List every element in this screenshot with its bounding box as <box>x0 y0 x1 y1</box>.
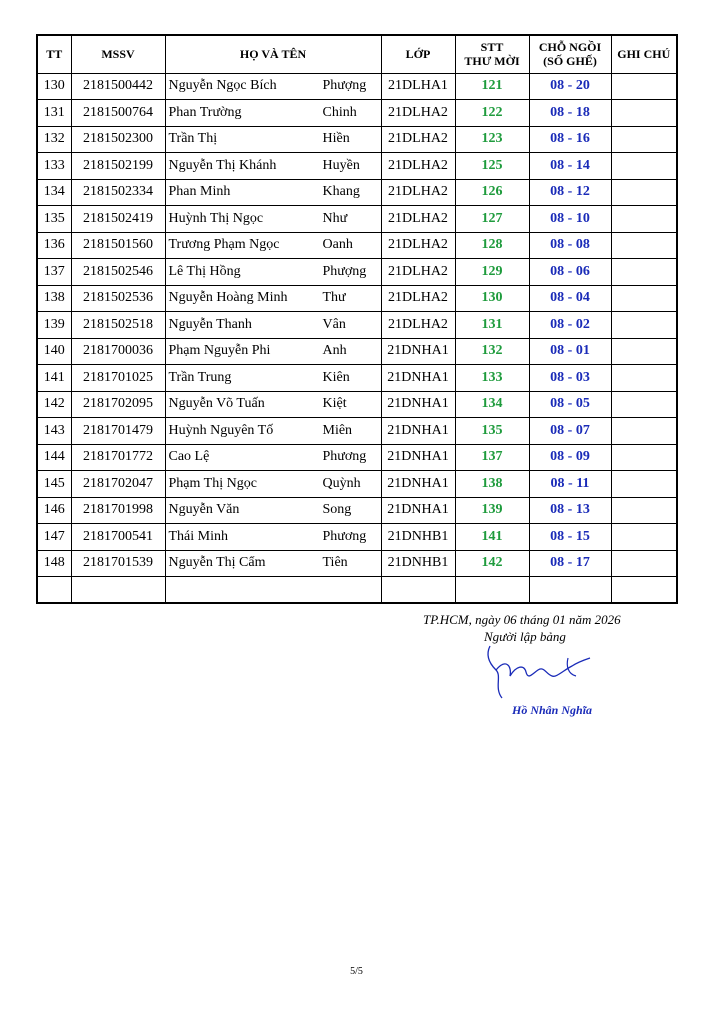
cell-note <box>611 550 677 577</box>
cell-surname: Phan Minh <box>168 184 231 200</box>
cell-seat: 08 - 16 <box>529 126 611 153</box>
cell-mssv: 2181501560 <box>71 232 165 259</box>
cell-surname: Phạm Thị Ngọc <box>168 475 257 491</box>
cell-mssv: 2181500764 <box>71 100 165 127</box>
cell-invite-number: 121 <box>455 73 529 100</box>
cell-invite-number: 139 <box>455 497 529 524</box>
cell-given-name: Phượng <box>322 78 367 94</box>
cell-invite-number: 130 <box>455 285 529 312</box>
cell-mssv: 2181701539 <box>71 550 165 577</box>
cell-mssv: 2181502334 <box>71 179 165 206</box>
cell-class: 21DLHA2 <box>381 259 455 286</box>
cell-invite-number: 122 <box>455 100 529 127</box>
cell-note <box>611 153 677 180</box>
cell-given-name: Hiền <box>322 131 350 147</box>
cell-note <box>611 471 677 498</box>
cell-seat: 08 - 17 <box>529 550 611 577</box>
cell-given-name: Kiệt <box>322 396 347 412</box>
cell-seat: 08 - 18 <box>529 100 611 127</box>
cell-invite-number: 128 <box>455 232 529 259</box>
cell-note <box>611 444 677 471</box>
cell-tt: 142 <box>37 391 71 418</box>
cell-invite-number: 125 <box>455 153 529 180</box>
footer-role: Người lập bảng <box>484 629 566 644</box>
table-row <box>37 444 677 471</box>
cell-name <box>165 338 381 365</box>
cell-class: 21DNHA1 <box>381 338 455 365</box>
cell-name <box>165 73 381 100</box>
table-row <box>37 365 677 392</box>
signer-name: Hồ Nhân Nghĩa <box>512 703 593 717</box>
cell-invite-number: 129 <box>455 259 529 286</box>
cell-given-name: Kiên <box>322 369 350 385</box>
cell-tt: 139 <box>37 312 71 339</box>
cell-name <box>165 418 381 445</box>
cell-note <box>611 577 677 604</box>
cell-given-name: Phương <box>322 449 367 465</box>
cell-invite-number: 141 <box>455 524 529 551</box>
cell-class: 21DLHA2 <box>381 153 455 180</box>
cell-surname: Phan Trường <box>168 104 242 120</box>
cell-tt: 130 <box>37 73 71 100</box>
header-name: HỌ VÀ TÊN <box>165 35 381 73</box>
cell-given-name: Quỳnh <box>322 475 361 491</box>
cell-mssv <box>71 577 165 604</box>
table-row <box>37 126 677 153</box>
table-row <box>37 338 677 365</box>
cell-note <box>611 206 677 233</box>
table-row <box>37 259 677 286</box>
cell-seat: 08 - 07 <box>529 418 611 445</box>
table-row <box>37 73 677 100</box>
cell-note <box>611 338 677 365</box>
cell-class: 21DLHA2 <box>381 179 455 206</box>
cell-mssv: 2181700036 <box>71 338 165 365</box>
cell-seat: 08 - 05 <box>529 391 611 418</box>
cell-tt: 141 <box>37 365 71 392</box>
cell-seat: 08 - 15 <box>529 524 611 551</box>
cell-surname: Nguyễn Võ Tuấn <box>168 396 265 412</box>
cell-seat: 08 - 08 <box>529 232 611 259</box>
cell-class: 21DNHB1 <box>381 550 455 577</box>
cell-name <box>165 550 381 577</box>
cell-note <box>611 524 677 551</box>
cell-tt: 135 <box>37 206 71 233</box>
cell-note <box>611 312 677 339</box>
header-seat <box>529 35 611 73</box>
cell-invite-number: 126 <box>455 179 529 206</box>
cell-invite-number: 138 <box>455 471 529 498</box>
cell-class: 21DLHA2 <box>381 232 455 259</box>
cell-name <box>165 391 381 418</box>
cell-note <box>611 126 677 153</box>
cell-class: 21DNHA1 <box>381 391 455 418</box>
cell-mssv: 2181502546 <box>71 259 165 286</box>
cell-note <box>611 259 677 286</box>
cell-name <box>165 206 381 233</box>
header-stt-line1: STT <box>480 40 504 55</box>
cell-tt: 138 <box>37 285 71 312</box>
cell-seat: 08 - 03 <box>529 365 611 392</box>
cell-given-name: Phượng <box>322 263 367 279</box>
cell-class <box>381 577 455 604</box>
cell-class: 21DLHA2 <box>381 126 455 153</box>
cell-name <box>165 524 381 551</box>
cell-seat: 08 - 12 <box>529 179 611 206</box>
header-stt-line2: THƯ MỜI <box>464 54 520 69</box>
table-row <box>37 179 677 206</box>
cell-surname: Nguyễn Ngọc Bích <box>168 78 277 94</box>
cell-tt: 148 <box>37 550 71 577</box>
cell-mssv: 2181502199 <box>71 153 165 180</box>
cell-seat: 08 - 14 <box>529 153 611 180</box>
cell-name <box>165 100 381 127</box>
cell-tt: 145 <box>37 471 71 498</box>
table-row <box>37 312 677 339</box>
table-row <box>37 471 677 498</box>
cell-note <box>611 285 677 312</box>
cell-invite-number: 133 <box>455 365 529 392</box>
cell-surname: Nguyễn Thanh <box>168 316 252 332</box>
cell-surname: Nguyễn Hoàng Minh <box>168 290 288 306</box>
table-row <box>37 550 677 577</box>
header-stt <box>455 35 529 73</box>
table-row <box>37 285 677 312</box>
page-number: 5/5 <box>350 966 363 977</box>
cell-given-name: Song <box>322 502 352 518</box>
cell-class: 21DNHB1 <box>381 524 455 551</box>
table-row <box>37 100 677 127</box>
cell-note <box>611 179 677 206</box>
cell-note <box>611 497 677 524</box>
cell-surname: Lê Thị Hồng <box>168 263 241 279</box>
cell-invite-number: 135 <box>455 418 529 445</box>
cell-given-name: Oanh <box>322 237 353 253</box>
table-body <box>37 73 677 603</box>
cell-mssv: 2181502419 <box>71 206 165 233</box>
cell-given-name: Huyền <box>322 157 360 173</box>
table-row <box>37 391 677 418</box>
cell-mssv: 2181702095 <box>71 391 165 418</box>
cell-class: 21DLHA2 <box>381 206 455 233</box>
cell-name <box>165 259 381 286</box>
cell-invite-number: 127 <box>455 206 529 233</box>
cell-name <box>165 312 381 339</box>
cell-invite-number: 142 <box>455 550 529 577</box>
cell-surname: Trương Phạm Ngọc <box>168 237 280 253</box>
cell-seat: 08 - 01 <box>529 338 611 365</box>
table-row <box>37 153 677 180</box>
table-header-row <box>37 35 677 73</box>
cell-given-name: Như <box>322 210 348 226</box>
cell-class: 21DNHA1 <box>381 497 455 524</box>
cell-mssv: 2181701479 <box>71 418 165 445</box>
cell-seat: 08 - 11 <box>529 471 611 498</box>
cell-tt: 133 <box>37 153 71 180</box>
cell-tt: 136 <box>37 232 71 259</box>
cell-surname: Phạm Nguyễn Phi <box>168 343 271 359</box>
cell-mssv: 2181502536 <box>71 285 165 312</box>
signature-image <box>472 640 602 702</box>
cell-surname: Nguyễn Thị Cẩm <box>168 555 266 571</box>
cell-given-name: Anh <box>322 343 347 359</box>
cell-tt: 146 <box>37 497 71 524</box>
cell-name <box>165 444 381 471</box>
cell-surname: Trần Thị <box>168 131 218 147</box>
table-row <box>37 524 677 551</box>
cell-name <box>165 153 381 180</box>
cell-tt: 132 <box>37 126 71 153</box>
cell-mssv: 2181701025 <box>71 365 165 392</box>
cell-class: 21DNHA1 <box>381 471 455 498</box>
cell-note <box>611 232 677 259</box>
header-note: GHI CHÚ <box>611 35 677 73</box>
cell-name <box>165 365 381 392</box>
cell-mssv: 2181502300 <box>71 126 165 153</box>
student-seat-table <box>36 34 678 604</box>
header-seat-line2: (SỐ GHẾ) <box>543 54 597 69</box>
cell-given-name: Khang <box>322 184 360 200</box>
cell-note <box>611 418 677 445</box>
cell-note <box>611 73 677 100</box>
cell-given-name: Phương <box>322 528 367 544</box>
table-row <box>37 418 677 445</box>
cell-note <box>611 365 677 392</box>
cell-seat <box>529 577 611 604</box>
cell-seat: 08 - 04 <box>529 285 611 312</box>
cell-surname: Trần Trung <box>168 369 232 385</box>
cell-name <box>165 471 381 498</box>
cell-tt: 131 <box>37 100 71 127</box>
cell-seat: 08 - 10 <box>529 206 611 233</box>
cell-seat: 08 - 09 <box>529 444 611 471</box>
cell-given-name: Thư <box>322 290 346 306</box>
cell-invite-number: 137 <box>455 444 529 471</box>
cell-invite-number <box>455 577 529 604</box>
table-row <box>37 577 677 604</box>
cell-invite-number: 134 <box>455 391 529 418</box>
cell-class: 21DNHA1 <box>381 365 455 392</box>
cell-class: 21DNHA1 <box>381 418 455 445</box>
cell-given-name: Chinh <box>322 104 357 120</box>
cell-mssv: 2181701998 <box>71 497 165 524</box>
cell-surname: Nguyễn Văn <box>168 502 240 518</box>
cell-name <box>165 497 381 524</box>
header-class: LỚP <box>381 35 455 73</box>
table-row <box>37 497 677 524</box>
cell-surname: Thái Minh <box>168 528 228 544</box>
cell-surname: Cao Lệ <box>168 449 210 465</box>
header-seat-line1: CHỖ NGỒI <box>538 40 602 55</box>
cell-tt: 137 <box>37 259 71 286</box>
cell-tt: 140 <box>37 338 71 365</box>
cell-invite-number: 131 <box>455 312 529 339</box>
cell-name <box>165 126 381 153</box>
cell-note <box>611 391 677 418</box>
cell-name <box>165 577 381 604</box>
cell-invite-number: 123 <box>455 126 529 153</box>
cell-tt: 134 <box>37 179 71 206</box>
cell-given-name: Miên <box>322 422 353 438</box>
cell-class: 21DLHA1 <box>381 73 455 100</box>
cell-surname: Nguyễn Thị Khánh <box>168 157 277 173</box>
cell-mssv: 2181500442 <box>71 73 165 100</box>
cell-tt: 147 <box>37 524 71 551</box>
cell-seat: 08 - 13 <box>529 497 611 524</box>
cell-surname: Huỳnh Thị Ngọc <box>168 210 264 226</box>
cell-given-name: Tiên <box>322 555 348 571</box>
cell-mssv: 2181700541 <box>71 524 165 551</box>
table-row <box>37 206 677 233</box>
cell-name <box>165 285 381 312</box>
cell-seat: 08 - 02 <box>529 312 611 339</box>
cell-name <box>165 232 381 259</box>
cell-tt: 143 <box>37 418 71 445</box>
cell-mssv: 2181502518 <box>71 312 165 339</box>
footer-date: TP.HCM, ngày 06 tháng 01 năm 2026 <box>423 612 621 627</box>
cell-name <box>165 179 381 206</box>
cell-surname: Huỳnh Nguyên Tố <box>168 422 274 438</box>
cell-given-name: Vân <box>322 316 346 332</box>
cell-tt: 144 <box>37 444 71 471</box>
cell-note <box>611 100 677 127</box>
cell-seat: 08 - 06 <box>529 259 611 286</box>
header-mssv: MSSV <box>71 35 165 73</box>
cell-mssv: 2181702047 <box>71 471 165 498</box>
cell-tt <box>37 577 71 604</box>
cell-class: 21DLHA2 <box>381 312 455 339</box>
cell-seat: 08 - 20 <box>529 73 611 100</box>
cell-invite-number: 132 <box>455 338 529 365</box>
cell-class: 21DNHA1 <box>381 444 455 471</box>
table-row <box>37 232 677 259</box>
cell-class: 21DLHA2 <box>381 285 455 312</box>
cell-mssv: 2181701772 <box>71 444 165 471</box>
header-tt: TT <box>37 35 71 73</box>
cell-class: 21DLHA2 <box>381 100 455 127</box>
